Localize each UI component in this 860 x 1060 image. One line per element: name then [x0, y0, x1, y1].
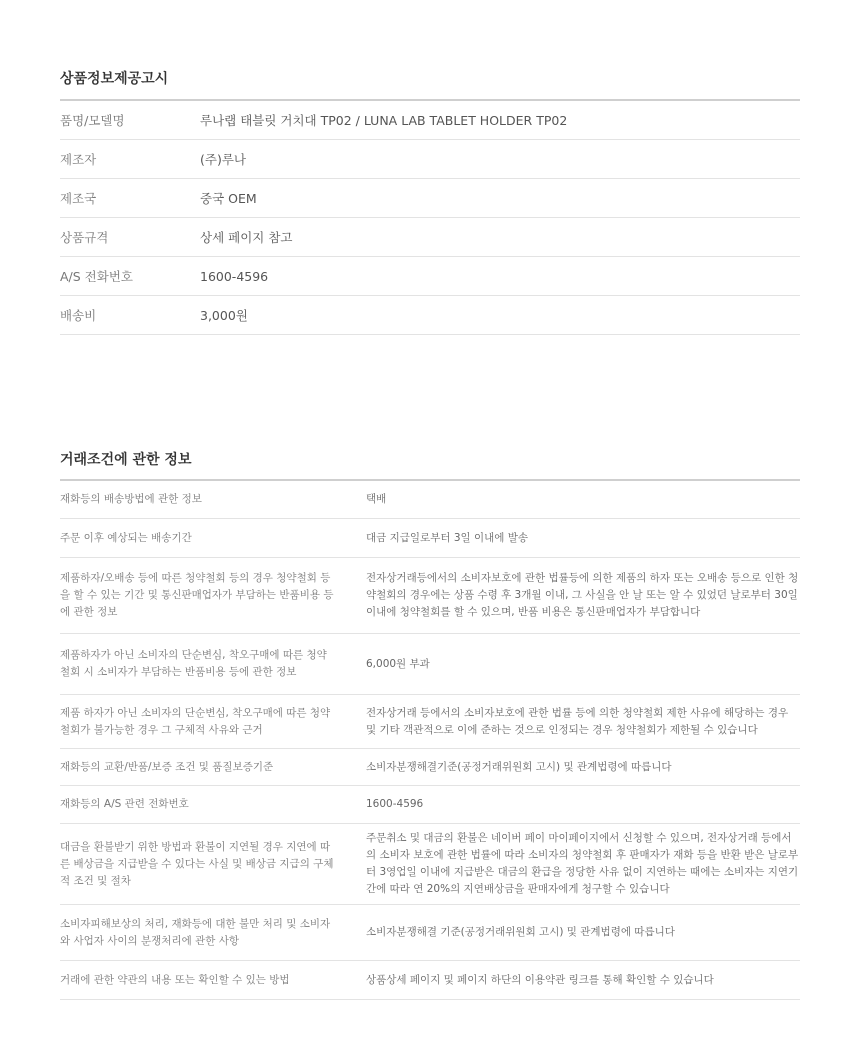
- row-label: 품명/모델명: [60, 113, 125, 128]
- table-row: [60, 558, 800, 634]
- row-value: 1600-4596: [366, 798, 424, 810]
- row-value: 택배: [366, 493, 387, 505]
- row-label: 제품하자/오배송 등에 따른 청약철회 등의 경우 청약철회 등을 할 수 있는 기간 및 통신판매업자가 부담하는 반품비용 등에 관한 정보: [60, 572, 334, 618]
- row-label: 대금을 환불받기 위한 방법과 환불이 지연될 경우 지연에 따른 배상금을 지급받을 수 있다는 사실 및 배상금 지급의 구체적 조건 및 절차: [60, 840, 334, 887]
- row-label: 제품 하자가 아닌 소비자의 단순변심, 착오구매에 따른 청약철회가 불가능한 경우 그 구체적 사유와 근거: [60, 706, 331, 736]
- row-label: 재화등의 배송방법에 관한 정보: [60, 493, 202, 505]
- row-label: 주문 이후 예상되는 배송기간: [60, 531, 192, 544]
- row-value: 상세 페이지 참고: [200, 230, 293, 245]
- row-value: 6,000원 부과: [366, 657, 430, 670]
- row-value: (주)루나: [200, 152, 246, 167]
- table-row: [60, 634, 800, 695]
- trade-terms-table: [60, 479, 800, 1000]
- table-row: [60, 101, 800, 140]
- row-value: 전자상거래 등에서의 소비자보호에 관한 법률 등에 의한 청약철회 제한 사유에 해당하는 경우 및 기타 객관적으로 이에 준하는 것으로 인정되는 경우 청약철회가 제한될 수 있습니다: [366, 706, 789, 736]
- row-label: 제품하자가 아닌 소비자의 단순변심, 착오구매에 따른 청약철회 시 소비자가 부담하는 반품비용 등에 관한 정보: [60, 649, 327, 678]
- table-row: [60, 218, 800, 257]
- row-label: 소비자피해보상의 처리, 재화등에 대한 불만 처리 및 소비자와 사업자 사이의 분쟁처리에 관한 사항: [60, 917, 331, 947]
- row-label: 배송비: [60, 308, 97, 323]
- product-notice-title: 상품정보제공고시: [60, 71, 169, 87]
- row-value: 1600-4596: [200, 268, 269, 284]
- trade-terms-title: 거래조건에 관한 정보: [60, 452, 192, 468]
- row-value: 소비자분쟁해결기준(공정거래위원회 고시) 및 관계법령에 따릅니다: [366, 760, 672, 773]
- row-value: 전자상거래등에서의 소비자보호에 관한 법률등에 의한 제품의 하자 또는 오배송 등으로 인한 청약철회의 경우에는 상품 수령 후 3개월 이내, 그 사실을 안 날 또는 알 수 있었던 날로부터 30일 이내에 청약철회를 할 수 있으며, 반품 비용은 통신판매업자가 부담합니다: [366, 572, 799, 618]
- row-label: 재화등의 교환/반품/보증 조건 및 품질보증기준: [60, 760, 274, 773]
- row-value: 중국 OEM: [200, 191, 257, 206]
- table-row: [60, 179, 800, 218]
- table-row: [60, 257, 800, 296]
- table-row: [60, 140, 800, 179]
- table-row: [60, 695, 800, 749]
- row-value: 대금 지급일로부터 3일 이내에 발송: [366, 531, 529, 544]
- row-label: A/S 전화번호: [60, 269, 133, 284]
- row-value: 소비자분쟁해결 기준(공정거래위원회 고시) 및 관계법령에 따릅니다: [366, 926, 675, 938]
- product-notice-table: [60, 99, 800, 335]
- row-value: 상품상세 페이지 및 페이지 하단의 이용약관 링크를 통해 확인할 수 있습니다: [366, 973, 714, 986]
- row-label: 재화등의 A/S 관련 전화번호: [60, 798, 189, 810]
- table-row: [60, 786, 800, 824]
- row-value: 3,000원: [200, 308, 248, 323]
- table-row: [60, 749, 800, 786]
- table-row: [60, 296, 800, 335]
- row-label: 제조국: [60, 191, 97, 206]
- table-row: [60, 519, 800, 558]
- row-label: 상품규격: [60, 230, 109, 245]
- row-value: 루나랩 태블릿 거치대 TP02 / LUNA LAB TABLET HOLDER TP02: [200, 113, 568, 128]
- row-label: 제조자: [60, 152, 97, 167]
- table-row: [60, 961, 800, 1000]
- row-value: 주문취소 및 대금의 환불은 네이버 페이 마이페이지에서 신청할 수 있으며, 전자상거래 등에서의 소비자 보호에 관한 법률에 따라 소비자의 청약철회 후 판매자가 재화 등을 반환 받은 날로부터 3영업일 이내에 지급받은 대금의 환급을 정당한 사유 없이 지연하는 때에는 소비자는 지연기간에 따라 연 20%의 지연배상금을 판매자에게 청구할 수 있습니다: [366, 832, 799, 895]
- table-row: [60, 824, 800, 905]
- table-row: [60, 481, 800, 519]
- row-label: 거래에 관한 약관의 내용 또는 확인할 수 있는 방법: [60, 973, 290, 986]
- table-row: [60, 905, 800, 961]
